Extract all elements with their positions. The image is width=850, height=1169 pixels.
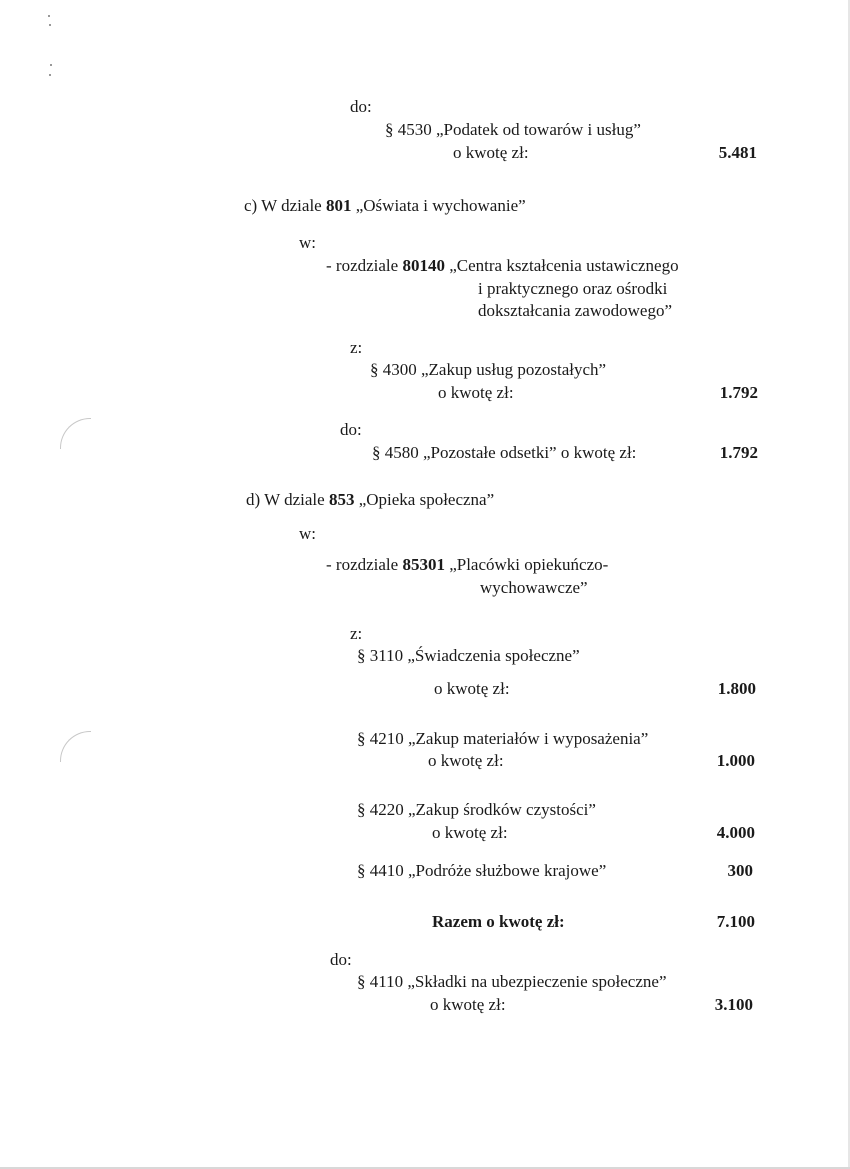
dzial-853-number: 853 xyxy=(328,490,355,509)
amount-3110: 1.800 xyxy=(717,679,756,698)
do-label: do: xyxy=(330,950,352,969)
scan-speck xyxy=(50,64,52,66)
paragraph-4580: § 4580 „Pozostałe odsetki” o kwotę zł: xyxy=(372,443,637,462)
kwote-label: o kwotę zł: xyxy=(453,143,529,162)
amount-4110: 3.100 xyxy=(714,995,753,1014)
rozdzial-80140: - rozdziale 80140 „Centra kształcenia ustawicznego xyxy=(326,256,679,275)
scan-speck xyxy=(49,24,51,26)
kwote-label: o kwotę zł: xyxy=(430,995,506,1014)
punch-hole-mark xyxy=(60,731,91,762)
section-c-heading: c) W dziale 801 „Oświata i wychowanie” xyxy=(244,196,526,215)
do-label: do: xyxy=(340,420,362,439)
section-d-heading: d) W dziale 853 „Opieka społeczna” xyxy=(246,490,495,509)
rozdzial-85301: - rozdziale 85301 „Placówki opiekuńczo- xyxy=(326,555,609,574)
amount-4220: 4.000 xyxy=(716,823,755,842)
paragraph-4110: § 4110 „Składki na ubezpieczenie społeczne” xyxy=(357,972,667,991)
paragraph-4210: § 4210 „Zakup materiałów i wyposażenia” xyxy=(357,729,649,748)
punch-hole-mark xyxy=(60,418,91,449)
paragraph-4300: § 4300 „Zakup usług pozostałych” xyxy=(370,360,607,379)
amount-4300: 1.792 xyxy=(719,383,758,402)
paragraph-4530: § 4530 „Podatek od towarów i usług” xyxy=(385,120,641,139)
kwote-label: o kwotę zł: xyxy=(432,823,508,842)
rozdzial-80140-number: 80140 xyxy=(402,256,445,275)
rozdzial-80140-line2: i praktycznego oraz ośrodki xyxy=(478,279,668,298)
paragraph-4220: § 4220 „Zakup środków czystości” xyxy=(357,800,596,819)
do-label: do: xyxy=(350,97,372,116)
w-label: w: xyxy=(299,233,316,252)
z-label: z: xyxy=(350,624,363,643)
scan-speck xyxy=(49,74,51,76)
razem-label: Razem o kwotę zł: xyxy=(432,912,565,931)
amount-4580: 1.792 xyxy=(719,443,758,462)
amount-4210: 1.000 xyxy=(716,751,755,770)
z-label: z: xyxy=(350,338,363,357)
paragraph-4410: § 4410 „Podróże służbowe krajowe” xyxy=(357,861,607,880)
w-label: w: xyxy=(299,524,316,543)
kwote-label: o kwotę zł: xyxy=(438,383,514,402)
rozdzial-80140-line3: dokształcania zawodowego” xyxy=(478,301,672,320)
rozdzial-85301-line2: wychowawcze” xyxy=(480,578,588,597)
amount-4410: 300 xyxy=(727,861,753,880)
scan-speck xyxy=(48,15,50,17)
rozdzial-85301-number: 85301 xyxy=(402,555,445,574)
kwote-label: o kwotę zł: xyxy=(434,679,510,698)
paragraph-3110: § 3110 „Świadczenia społeczne” xyxy=(357,646,580,665)
amount-4530: 5.481 xyxy=(718,143,757,162)
kwote-label: o kwotę zł: xyxy=(428,751,504,770)
razem-amount: 7.100 xyxy=(716,912,755,931)
dzial-801-number: 801 xyxy=(325,196,352,215)
